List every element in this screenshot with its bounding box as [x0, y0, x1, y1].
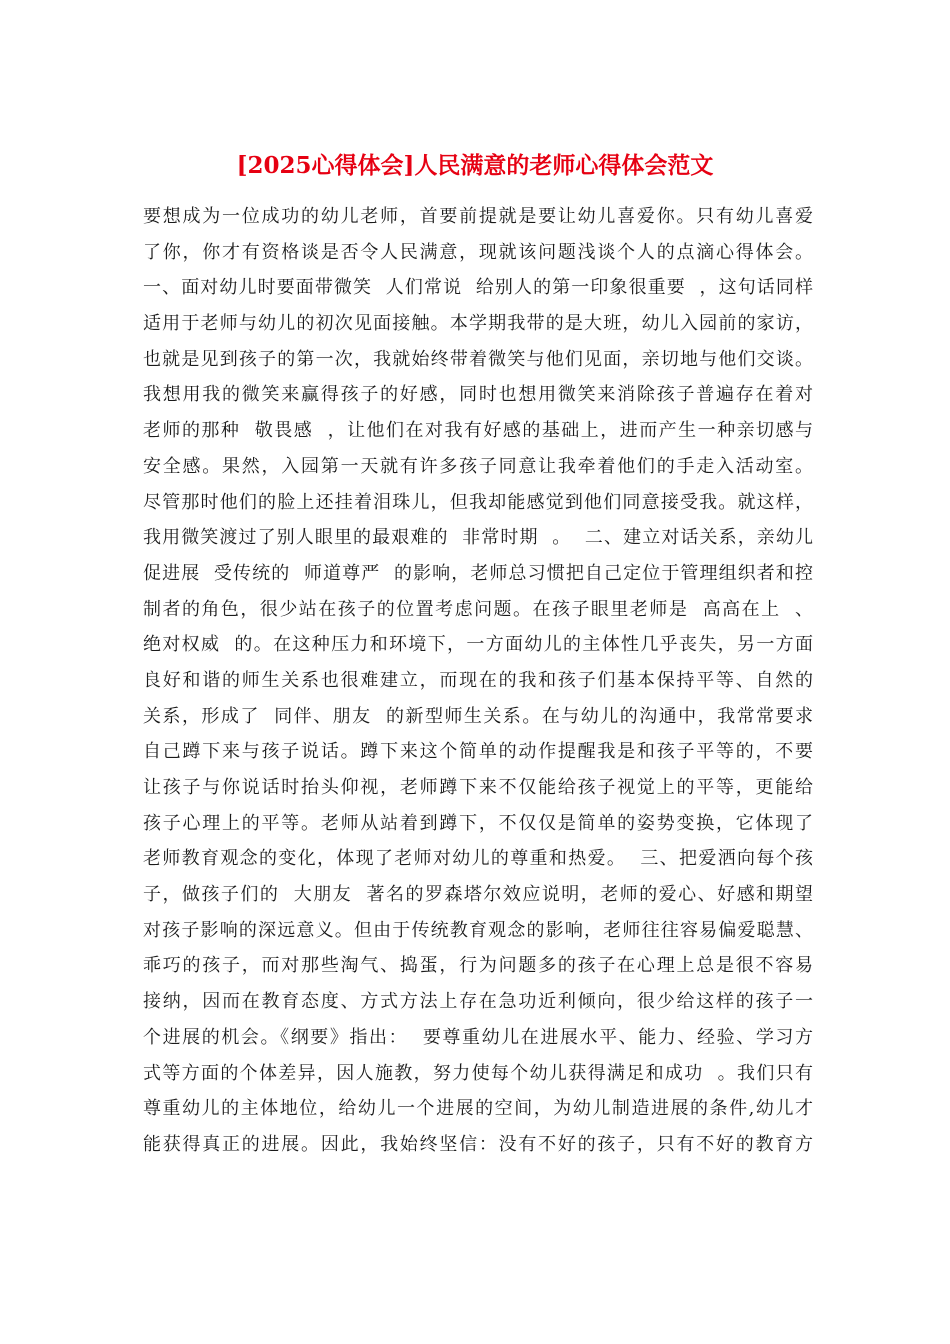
body-line-26: 尊重幼儿的主体地位，给幼儿一个进展的空间，为幼儿制造进展的条件,幼儿才: [143, 1098, 813, 1120]
body-line-17: 让孩子与你说话时抬头仰视，老师蹲下来不仅能给孩子视觉上的平等，更能给: [143, 777, 813, 798]
body-line-20: 子，做孩子们的 大朋友 著名的罗森塔尔效应说明，老师的爱心、好感和期望: [143, 884, 813, 906]
body-line-12: 制者的角色，很少站在孩子的位置考虑问题。在孩子眼里老师是 高高在上 、: [143, 598, 813, 620]
body-line-23: 接纳，因而在教育态度、方式方法上存在急功近利倾向，很少给这样的孩子一: [143, 991, 813, 1013]
document-title: [2025心得体会]人民满意的老师心得体会范文: [236, 152, 714, 179]
body-line-16: 自己蹲下来与孩子说话。蹲下来这个简单的动作提醒我是和孩子平等的，不要: [143, 741, 813, 763]
body-line-13: 绝对权威 的。在这种压力和环境下，一方面幼儿的主体性几乎丧失，另一方面: [143, 634, 813, 656]
body-line-15: 关系，形成了 同伴、朋友 的新型师生关系。在与幼儿的沟通中，我常常要求: [143, 705, 813, 727]
body-line-2: 了你，你才有资格谈是否令人民满意，现就该问题浅谈个人的点滴心得体会。: [143, 241, 813, 263]
body-line-18: 孩子心理上的平等。老师从站着到蹲下，不仅仅是简单的姿势变换，它体现了: [143, 812, 813, 834]
body-line-19: 老师教育观念的变化，体现了老师对幼儿的尊重和热爱。 三、把爱洒向每个孩: [143, 848, 813, 870]
body-line-27: 能获得真正的进展。因此，我始终坚信：没有不好的孩子，只有不好的教育方: [143, 1133, 813, 1155]
body-line-21: 对孩子影响的深远意义。但由于传统教育观念的影响，老师往往容易偏爱聪慧、: [143, 919, 813, 941]
body-line-10: 我用微笑渡过了别人眼里的最艰难的 非常时期 。 二、建立对话关系，亲幼儿: [143, 527, 813, 549]
body-line-1: 要想成为一位成功的幼儿老师，首要前提就是要让幼儿喜爱你。只有幼儿喜爱: [143, 206, 813, 227]
body-line-11: 促进展 受传统的 师道尊严 的影响，老师总习惯把自己定位于管理组织者和控: [143, 562, 813, 584]
body-line-6: 我想用我的微笑来赢得孩子的好感，同时也想用微笑来消除孩子普遍存在着对: [143, 384, 813, 406]
body-line-14: 良好和谐的师生关系也很难建立，而现在的我和孩子们基本保持平等、自然的: [143, 669, 813, 691]
body-line-7: 老师的那种 敬畏感 ，让他们在对我有好感的基础上，进而产生一种亲切感与: [143, 420, 813, 442]
body-line-22: 乖巧的孩子，而对那些淘气、捣蛋，行为问题多的孩子在心理上总是很不容易: [143, 955, 813, 977]
body-line-3: 一、面对幼儿时要面带微笑 人们常说 给别人的第一印象很重要 ，这句话同样: [143, 277, 813, 299]
body-line-5: 也就是见到孩子的第一次，我就始终带着微笑与他们见面，亲切地与他们交谈。: [143, 348, 813, 370]
body-line-4: 适用于老师与幼儿的初次见面接触。本学期我带的是大班，幼儿入园前的家访，: [143, 313, 813, 335]
body-line-8: 安全感。果然，入园第一天就有许多孩子同意让我牵着他们的手走入活动室。: [143, 455, 813, 477]
document-body: [143, 199, 813, 1163]
body-line-9: 尽管那时他们的脸上还挂着泪珠儿，但我却能感觉到他们同意接受我。就这样，: [143, 491, 813, 513]
body-line-24: 个进展的机会。《纲要》指出： 要尊重幼儿在进展水平、能力、经验、学习方: [143, 1026, 813, 1048]
body-line-25: 式等方面的个体差异，因人施教，努力使每个幼儿获得满足和成功 。我们只有: [143, 1062, 813, 1084]
